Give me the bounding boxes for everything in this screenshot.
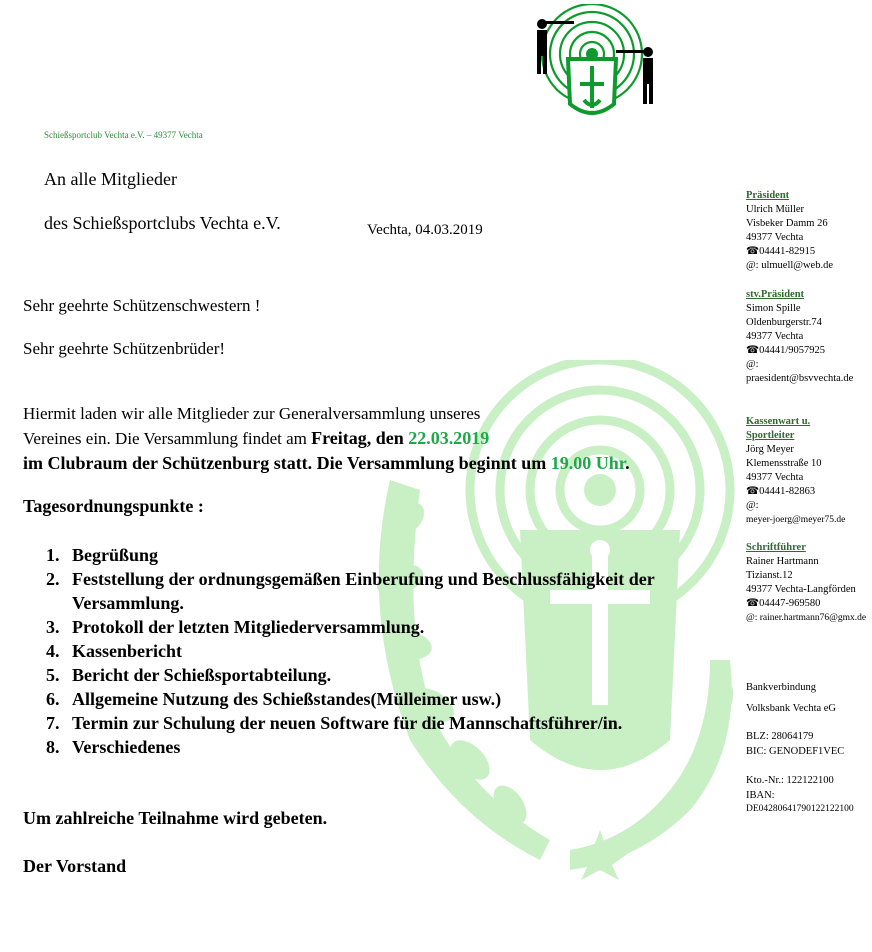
agenda-item xyxy=(46,567,726,615)
contact-treasurer xyxy=(746,415,845,527)
contact-role-2: Sportleiter xyxy=(746,430,795,441)
meeting-day: Freitag, den xyxy=(311,428,409,448)
agenda-item xyxy=(46,615,726,639)
agenda-item xyxy=(46,735,726,759)
contact-email-prefix: @: xyxy=(746,359,759,370)
contact-role: stv.Präsident xyxy=(746,289,805,300)
bank-bic: BIC: GENODEF1VEC xyxy=(746,746,845,757)
contact-email: @: rainer.hartmann76@gmx.de xyxy=(746,613,867,623)
contact-name: Jörg Meyer xyxy=(746,444,794,455)
agenda-item xyxy=(46,711,726,735)
agenda-item-text: Kassenbericht xyxy=(72,641,182,661)
agenda-item-text: Termin zur Schulung der neuen Software für die Mannschaftsführer/in. xyxy=(72,713,623,733)
contact-secretary xyxy=(746,541,866,625)
contact-phone: ☎04441/9057925 xyxy=(746,345,825,356)
invitation-paragraph xyxy=(23,402,630,475)
agenda-item xyxy=(46,687,726,711)
contact-email: @: ulmuell@web.de xyxy=(746,260,833,271)
signature-line: Der Vorstand xyxy=(23,856,127,876)
invitation-line-1: Hiermit laden wir alle Mitglieder zur Generalversammlung unseres xyxy=(23,404,481,423)
agenda-list xyxy=(46,543,726,759)
agenda-title: Tagesordnungspunkte : xyxy=(23,496,204,516)
bank-iban-label: IBAN: xyxy=(746,790,775,801)
sender-line: Schießsportclub Vechta e.V. – 49377 Vechta xyxy=(44,130,203,140)
agenda-item-number: 8. xyxy=(46,737,60,757)
contact-email: meyer-joerg@meyer75.de xyxy=(746,515,846,525)
club-logo xyxy=(524,4,660,122)
contact-name: Simon Spille xyxy=(746,303,801,314)
contact-president xyxy=(746,189,833,273)
agenda-item-number: 3. xyxy=(46,617,60,637)
invitation-line-3 xyxy=(23,451,630,475)
agenda-item-text: Bericht der Schießsportabteilung. xyxy=(72,665,332,685)
agenda-item-text: Protokoll der letzten Mitgliederversammlung. xyxy=(72,617,425,637)
contact-city: 49377 Vechta xyxy=(746,232,804,243)
agenda-item-text: Feststellung der ordnungsgemäßen Einberufung und Beschlussfähigkeit der Versammlung. xyxy=(72,569,655,613)
contact-email: praesident@bsvvechta.de xyxy=(746,373,854,384)
contact-street: Oldenburgerstr.74 xyxy=(746,317,822,328)
invitation-line-2 xyxy=(23,426,630,451)
contact-role: Schriftführer xyxy=(746,542,806,553)
agenda-item xyxy=(46,543,726,567)
contact-phone: ☎04441-82915 xyxy=(746,246,816,257)
date-line: Vechta, 04.03.2019 xyxy=(367,222,483,238)
agenda-item-number: 6. xyxy=(46,689,60,709)
contact-email-prefix: @: xyxy=(746,500,759,511)
contact-street: Tizianst.12 xyxy=(746,570,793,581)
bank-label: Bankverbindung xyxy=(746,682,816,693)
closing-line: Um zahlreiche Teilnahme wird gebeten. xyxy=(23,808,328,828)
address-line-1: An alle Mitglieder xyxy=(44,169,177,189)
agenda-item-number: 7. xyxy=(46,713,60,733)
agenda-item-number: 1. xyxy=(46,545,60,565)
contact-phone: ☎04447-969580 xyxy=(746,598,821,609)
agenda-item-text: Allgemeine Nutzung des Schießstandes(Mülleimer usw.) xyxy=(72,689,502,709)
contact-city: 49377 Vechta xyxy=(746,331,804,342)
agenda-item-number: 4. xyxy=(46,641,60,661)
agenda-item xyxy=(46,639,726,663)
contact-street: Visbeker Damm 26 xyxy=(746,218,828,229)
bank-name: Volksbank Vechta eG xyxy=(746,703,837,714)
bank-account: Kto.-Nr.: 122122100 xyxy=(746,775,834,786)
meeting-place: im Clubraum der Schützenburg statt. Die Versammlung beginnt um xyxy=(23,453,551,473)
contact-name: Rainer Hartmann xyxy=(746,556,819,567)
agenda-item-text: Begrüßung xyxy=(72,545,159,565)
invitation-line-2-text: Vereines ein. Die Versammlung findet am xyxy=(23,429,312,448)
meeting-date: 22.03.2019 xyxy=(408,428,490,448)
contact-street: Klemensstraße 10 xyxy=(746,458,822,469)
address-line-2: des Schießsportclubs Vechta e.V. xyxy=(44,213,281,233)
contact-city: 49377 Vechta xyxy=(746,472,804,483)
contact-city: 49377 Vechta-Langförden xyxy=(746,584,856,595)
meeting-time: 19.00 Uhr xyxy=(550,453,626,473)
contact-role: Präsident xyxy=(746,190,790,201)
meeting-time-end: . xyxy=(625,453,630,473)
bank-iban: DE04280641790122122100 xyxy=(746,804,854,814)
greeting-line-1: Sehr geehrte Schützenschwestern ! xyxy=(23,296,261,315)
agenda-item-number: 2. xyxy=(46,569,60,589)
contact-name: Ulrich Müller xyxy=(746,204,805,215)
contact-role: Kassenwart u. xyxy=(746,416,811,427)
agenda-item-number: 5. xyxy=(46,665,60,685)
greeting-line-2: Sehr geehrte Schützenbrüder! xyxy=(23,339,226,358)
agenda-item-text: Verschiedenes xyxy=(72,737,181,757)
agenda-item xyxy=(46,663,726,687)
contact-vice-president xyxy=(746,288,853,386)
bank-blz: BLZ: 28064179 xyxy=(746,731,814,742)
contact-phone: ☎04441-82863 xyxy=(746,486,816,497)
